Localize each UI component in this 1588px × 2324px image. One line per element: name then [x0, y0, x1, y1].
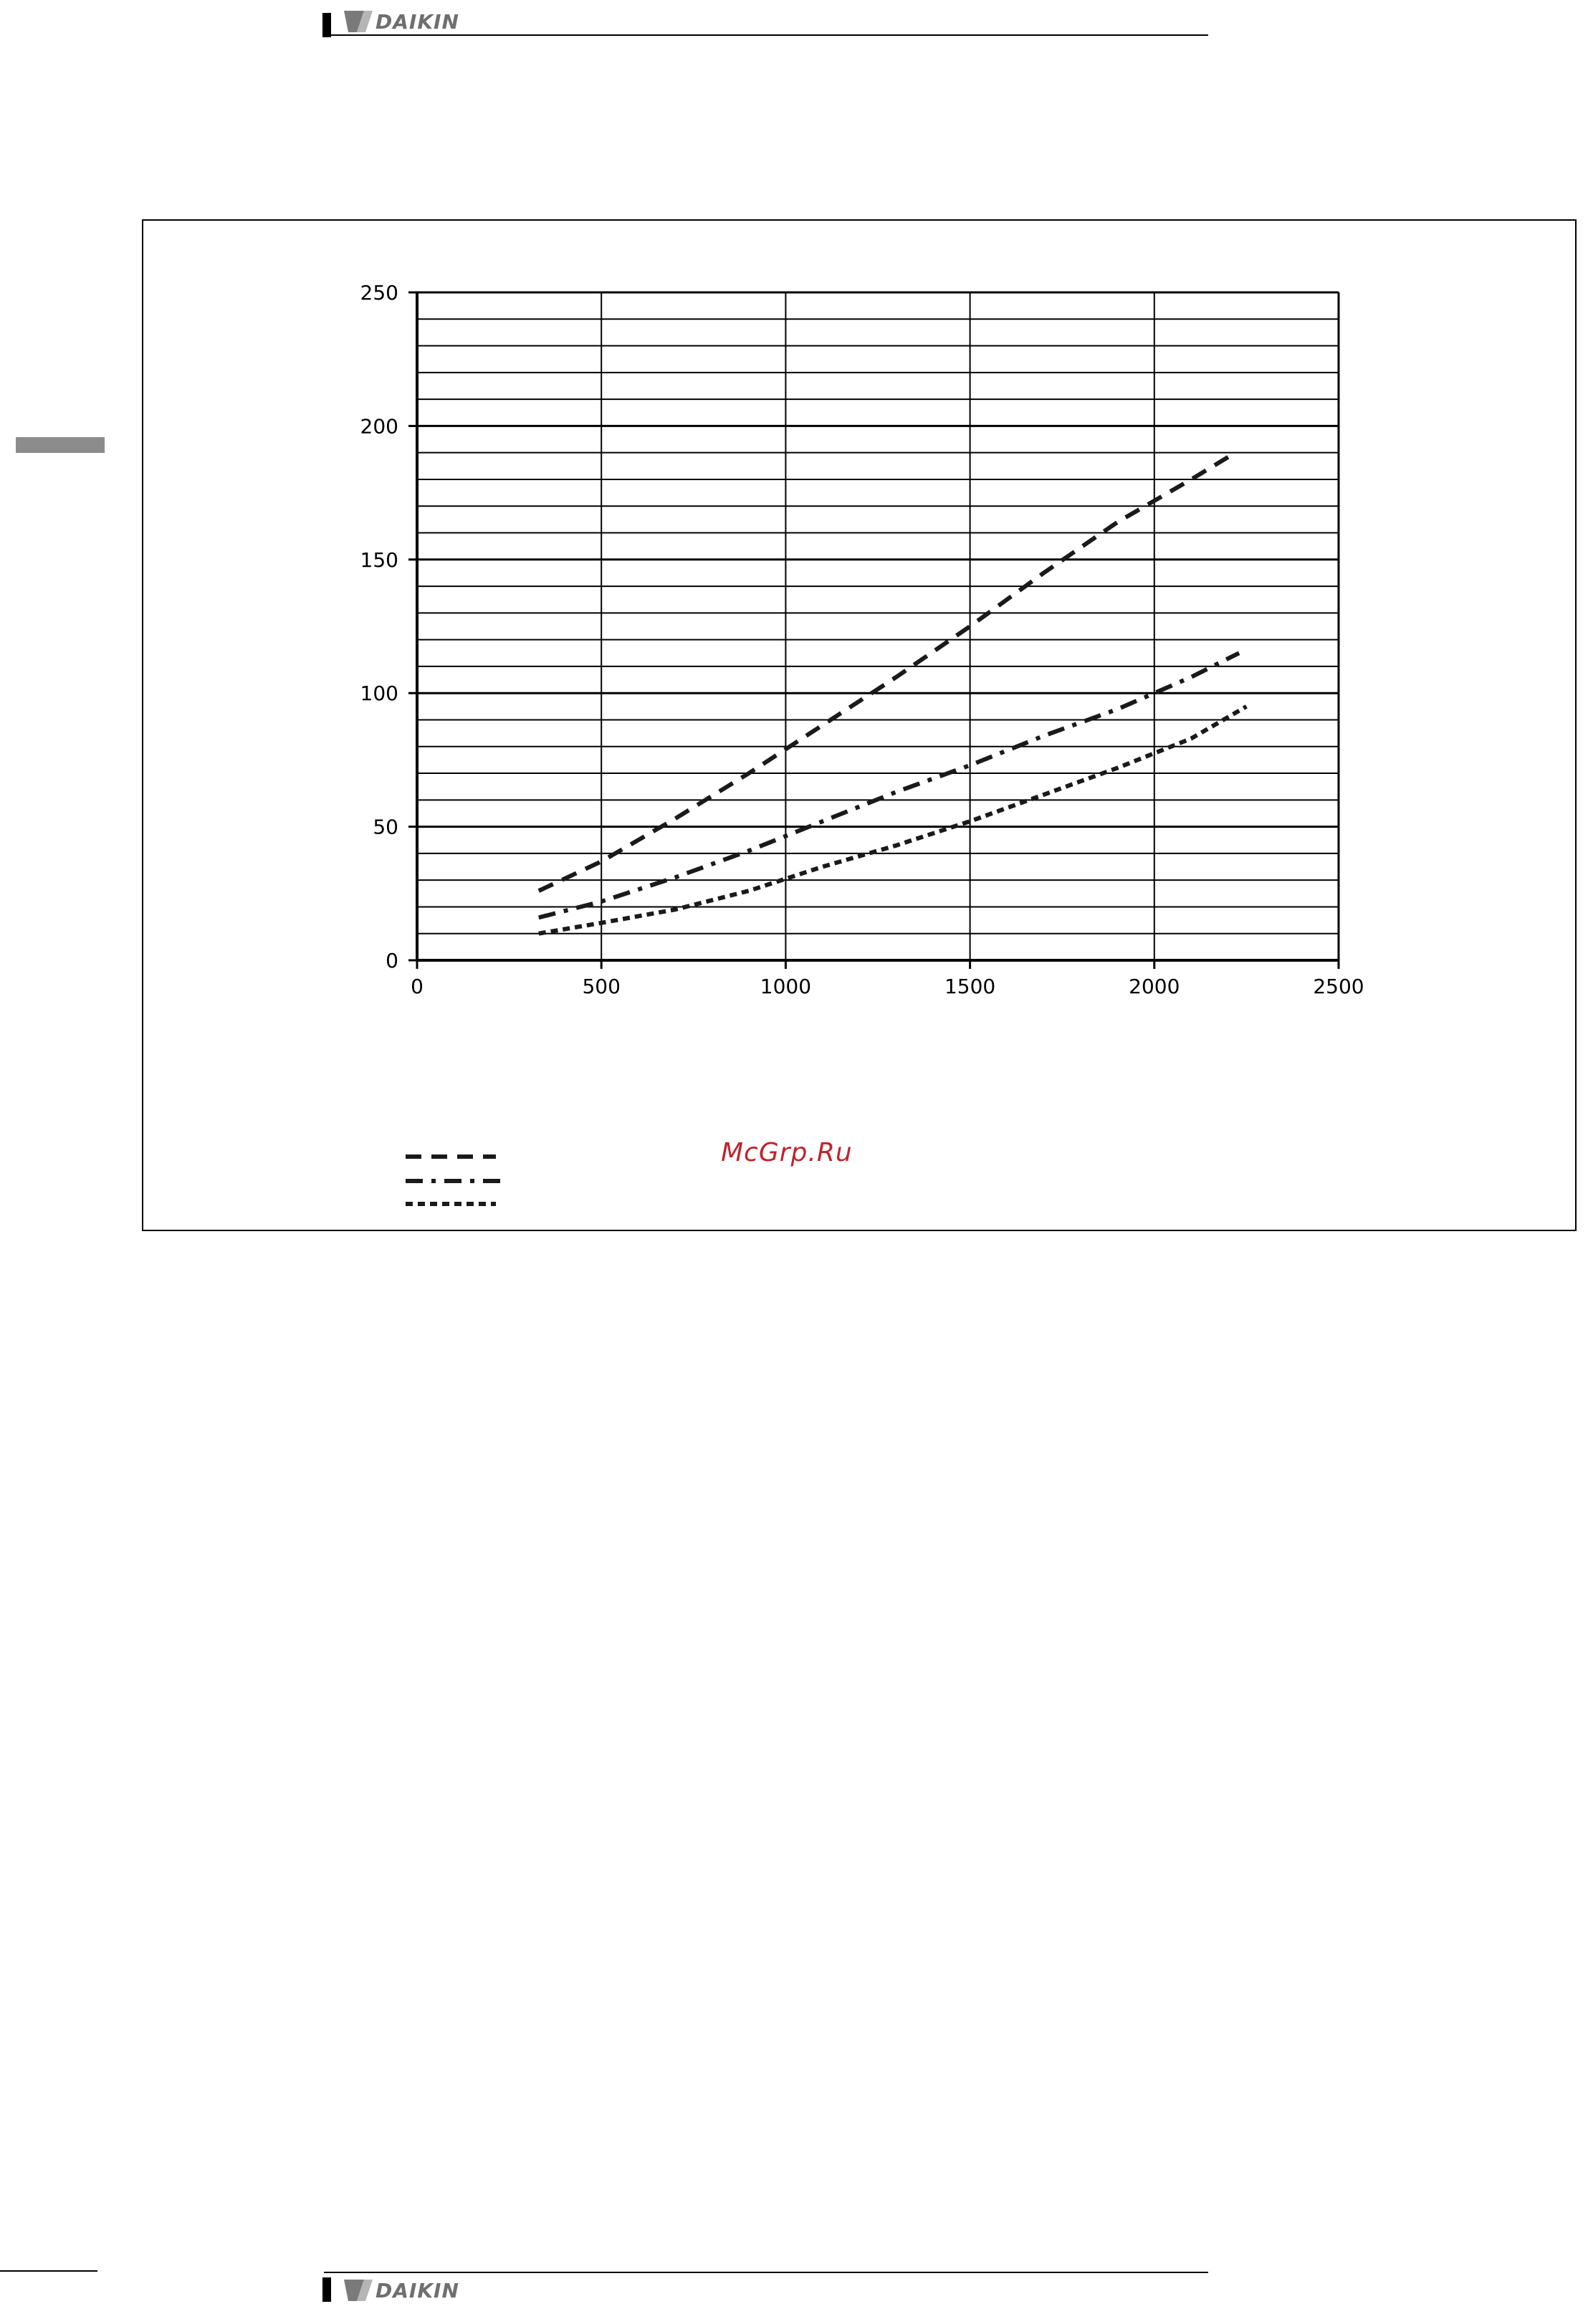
- chart-grid: [417, 292, 1339, 960]
- x-tick-label: 2000: [1129, 975, 1180, 998]
- footer-rule: [324, 2272, 1208, 2273]
- y-tick-label: 100: [360, 682, 398, 706]
- y-tick-label: 200: [360, 414, 398, 439]
- series-line-3: [539, 707, 1247, 934]
- footer-left-rule: [0, 2270, 97, 2272]
- x-tick-label: 500: [582, 975, 621, 998]
- x-tick-label: 0: [411, 975, 424, 998]
- y-tick-label: 0: [386, 949, 398, 972]
- x-tick-label: 1500: [944, 975, 996, 998]
- series-line-1: [539, 453, 1235, 891]
- y-tick-label: 250: [360, 281, 398, 305]
- x-tick-label: 1000: [760, 975, 812, 998]
- footer-logo: [343, 2276, 459, 2305]
- y-tick-label: 150: [360, 547, 398, 572]
- watermark-text: McGrp.Ru: [721, 1138, 853, 1167]
- daikin-logo-icon: [343, 2278, 374, 2303]
- x-tick-label: 2500: [1313, 975, 1364, 998]
- chart-axes: [408, 292, 1339, 969]
- footer-bar-mark: [322, 2277, 331, 2302]
- chart-legend: [406, 1157, 504, 1204]
- footer-logo-text: DAIKIN: [376, 2278, 459, 2303]
- header-logo-text: DAIKIN: [376, 9, 459, 34]
- y-tick-label: 50: [373, 815, 398, 839]
